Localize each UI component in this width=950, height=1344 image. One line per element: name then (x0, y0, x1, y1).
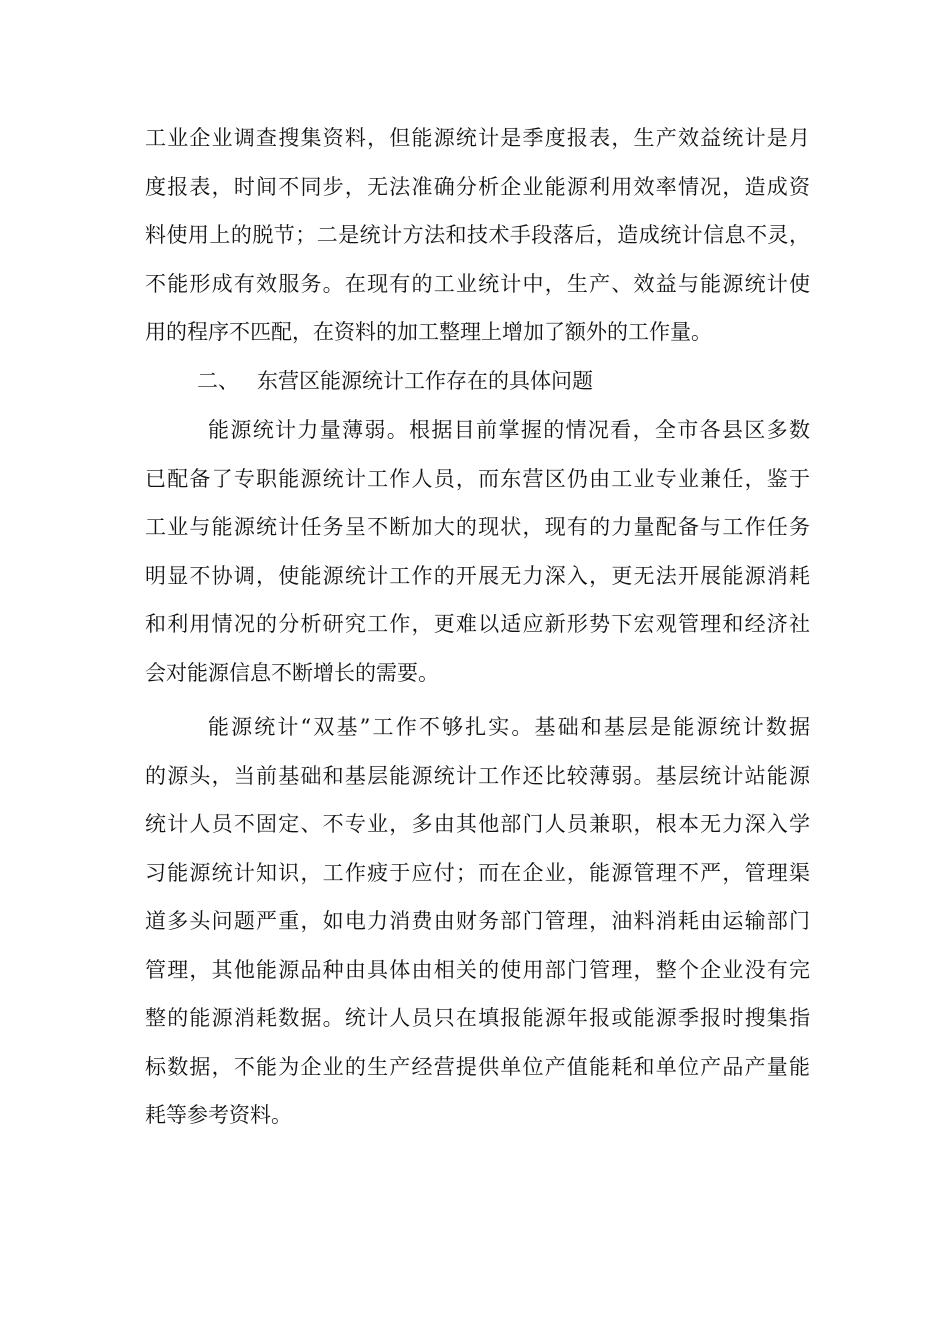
section-number: 二、 (197, 369, 239, 393)
paragraph-line: 和利用情况的分析研究工作，更难以适应新形势下宏观管理和经济社 (145, 612, 810, 636)
paragraph-line: 不能形成有效服务。在现有的工业统计中，生产、效益与能源统计使 (145, 271, 810, 296)
paragraph-line: 管理，其他能源品种由具体由相关的使用部门管理，整个企业没有完 (145, 957, 810, 982)
paragraph-line: 度报表，时间不同步，无法准确分析企业能源利用效率情况，造成资 (145, 174, 810, 199)
paragraph-line: 料使用上的脱节；二是统计方法和技术手段落后，造成统计信息不灵， (145, 223, 810, 247)
paragraph-line: 会对能源信息不断增长的需要。 (145, 660, 439, 685)
section-title: 东营区能源统计工作存在的具体问题 (257, 369, 593, 393)
paragraph-line: 的源头，当前基础和基层能源统计工作还比较薄弱。基层统计站能源 (145, 763, 810, 788)
paragraph-line: 耗等参考资料。 (145, 1103, 292, 1127)
paragraph-line: 工业企业调查搜集资料，但能源统计是季度报表，生产效益统计是月 (145, 126, 810, 150)
paragraph-line: 整的能源消耗数据。统计人员只在填报能源年报或能源季报时搜集指 (145, 1006, 810, 1030)
paragraph-line: 标数据，不能为企业的生产经营提供单位产值能耗和单位产品产量能 (145, 1054, 810, 1079)
paragraph-1 (145, 114, 810, 357)
paragraph-line: 道多头问题严重，如电力消费由财务部门管理，油料消耗由运输部门 (145, 909, 810, 933)
paragraph-3 (145, 703, 810, 1140)
paragraph-2 (145, 406, 810, 697)
paragraph-line: 明显不协调，使能源统计工作的开展无力深入，更无法开展能源消耗 (145, 563, 810, 588)
section-heading (197, 357, 593, 406)
paragraph-line: 工业与能源统计任务呈不断加大的现状，现有的力量配备与工作任务 (145, 515, 810, 539)
paragraph-line: 统计人员不固定、不专业，多由其他部门人员兼职，根本无力深入学 (145, 812, 810, 836)
paragraph-line: 已配备了专职能源统计工作人员，而东营区仍由工业专业兼任，鉴于 (145, 466, 810, 491)
paragraph-line: 用的程序不匹配，在资料的加工整理上增加了额外的工作量。 (145, 320, 712, 344)
paragraph-line: 习能源统计知识，工作疲于应付；而在企业，能源管理不严，管理渠 (145, 860, 810, 885)
paragraph-line: 能源统计“双基”工作不够扎实。基础和基层是能源统计数据 (208, 715, 810, 739)
paragraph-line: 能源统计力量薄弱。根据目前掌握的情况看，全市各县区多数 (208, 418, 810, 442)
